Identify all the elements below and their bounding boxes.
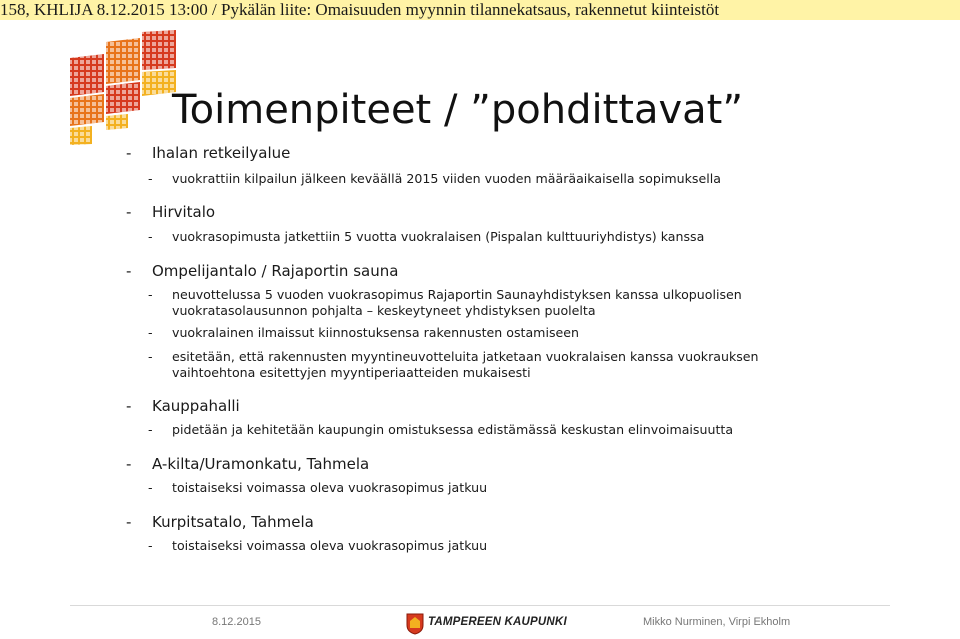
list-item-text: vuokrasopimusta jatkettiin 5 vuotta vuokralaisen (Pispalan kulttuuriyhdistys) kanssa <box>172 229 705 244</box>
bullet-dash: - <box>126 513 132 531</box>
bullet-dash: - <box>148 229 153 244</box>
list-item-text: pidetään ja kehitetään kaupungin omistuksessa edistämässä keskustan elinvoimaisuutta <box>172 422 734 437</box>
slide-title: Toimenpiteet / ”pohdittavat” <box>172 87 744 133</box>
section-heading <box>126 513 314 531</box>
section-heading <box>126 144 291 162</box>
list-item-text: toistaiseksi voimassa oleva vuokrasopimus jatkuu <box>172 538 488 553</box>
list-item <box>148 325 579 341</box>
bullet-dash: - <box>148 171 153 186</box>
city-logo <box>68 30 178 145</box>
list-item <box>148 229 705 245</box>
list-item-text: vuokrattiin kilpailun jälkeen keväällä 2015 viiden vuoden määräaikaisella sopimuksella <box>172 171 721 186</box>
list-item <box>148 171 721 187</box>
list-item-text: neuvottelussa 5 vuoden vuokrasopimus Rajaportin Saunayhdistyksen kanssa ulkopuolisen <box>172 287 742 302</box>
section-heading-text: Ompelijantalo / Rajaportin sauna <box>152 262 399 280</box>
bullet-dash: - <box>148 287 153 302</box>
bullet-dash: - <box>148 325 153 340</box>
bullet-dash: - <box>148 349 153 364</box>
list-item-text-continued: vuokratasolausunnon pohjalta – keskeytyneet yhdistyksen puolelta <box>172 303 596 318</box>
section-heading-text: Ihalan retkeilyalue <box>152 144 291 162</box>
bullet-dash: - <box>148 538 153 553</box>
list-item-text: vuokralainen ilmaissut kiinnostuksensa rakennusten ostamiseen <box>172 325 579 340</box>
bullet-dash: - <box>148 480 153 495</box>
section-heading-text: Hirvitalo <box>152 203 216 221</box>
document-header-bar <box>0 0 960 20</box>
bullet-dash: - <box>126 397 132 415</box>
list-item-text-continued: vaihtoehtona esitettyjen myyntiperiaatteiden mukaisesti <box>172 365 531 380</box>
section-heading <box>126 203 216 221</box>
document-header-text: 158, KHLIJA 8.12.2015 13:00 / Pykälän liite: Omaisuuden myynnin tilannekatsaus, rakennetut kiinteistöt <box>0 0 720 19</box>
section-heading <box>126 397 240 415</box>
list-item <box>148 422 734 438</box>
section-heading-text: Kauppahalli <box>152 397 240 415</box>
list-item <box>148 538 488 554</box>
bullet-dash: - <box>126 144 132 162</box>
bullet-dash: - <box>126 262 132 280</box>
list-item-text: esitetään, että rakennusten myyntineuvotteluita jatketaan vuokralaisen kanssa vuokrauksen <box>172 349 759 364</box>
footer-logo-text: TAMPEREEN KAUPUNKI <box>428 616 567 628</box>
bullet-dash: - <box>126 203 132 221</box>
bullet-dash: - <box>126 455 132 473</box>
bullet-dash: - <box>148 422 153 437</box>
footer-authors: Mikko Nurminen, Virpi Ekholm <box>643 616 791 628</box>
list-item <box>148 480 488 496</box>
tampere-crest-icon <box>406 613 424 635</box>
footer-divider <box>70 605 890 606</box>
section-heading <box>126 262 399 280</box>
footer-date: 8.12.2015 <box>212 616 261 628</box>
section-heading-text: Kurpitsatalo, Tahmela <box>152 513 314 531</box>
section-heading <box>126 455 370 473</box>
list-item <box>148 349 759 381</box>
list-item <box>148 287 742 319</box>
section-heading-text: A-kilta/Uramonkatu, Tahmela <box>152 455 370 473</box>
list-item-text: toistaiseksi voimassa oleva vuokrasopimus jatkuu <box>172 480 488 495</box>
